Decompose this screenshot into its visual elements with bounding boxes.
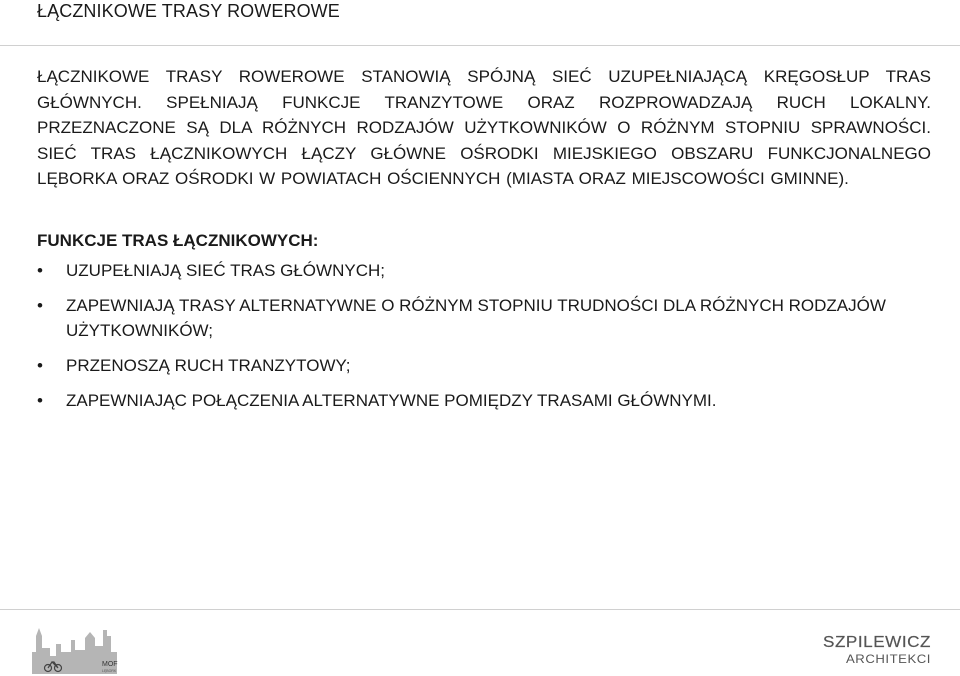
- list-item: [37, 293, 931, 343]
- logo-line1: SZPILEWICZ: [823, 634, 931, 651]
- list-item: [37, 353, 931, 378]
- bullet-icon: •: [37, 391, 43, 410]
- footer-divider: [0, 609, 960, 610]
- functions-heading: FUNKCJE TRAS ŁĄCZNIKOWYCH:: [37, 231, 319, 250]
- mof-logo-subtext: LĘBORK: [102, 669, 117, 673]
- szpilewicz-architekci-logo: [822, 630, 934, 668]
- bullet-icon: •: [37, 261, 43, 280]
- list-item-text: ZAPEWNIAJĄ TRASY ALTERNATYWNE O RÓŻNYM STOPNIU TRUDNOŚCI DLA RÓŻNYCH RODZAJÓW UŻYTKOWNIKÓW;: [66, 296, 886, 340]
- header-divider: [0, 45, 960, 46]
- logo-line2: ARCHITEKCI: [846, 652, 931, 666]
- list-item: [37, 388, 931, 413]
- bullet-icon: •: [37, 356, 43, 375]
- intro-paragraph: ŁĄCZNIKOWE TRASY ROWEROWE STANOWIĄ SPÓJNĄ SIEĆ UZUPEŁNIAJĄCĄ KRĘGOSŁUP TRAS GŁÓWNYCH. SPEŁNIAJĄ FUNKCJE TRANZYTOWE ORAZ ROZPROWADZAJĄ RUCH LOKALNY. PRZEZNACZONE SĄ DLA RÓŻNYCH RODZAJÓW UŻYTKOWNIKÓW O RÓŻNYM STOPNIU SPRAWNOŚCI. SIEĆ TRAS ŁĄCZNIKOWYCH ŁĄCZY GŁÓWNE OŚRODKI MIEJSKIEGO OBSZARU FUNKCJONALNEGO LĘBORKA ORAZ OŚRODKI W POWIATACH OŚCIENNYCH (MIASTA ORAZ MIEJSCOWOŚCI GMINNE).: [37, 67, 931, 188]
- mof-lebork-logo: [28, 622, 128, 674]
- mof-logo-text: MOF: [102, 661, 118, 668]
- page-title: ŁĄCZNIKOWE TRASY ROWEROWE: [37, 1, 340, 21]
- bullet-icon: •: [37, 296, 43, 315]
- functions-list: [37, 258, 931, 423]
- list-item-text: ZAPEWNIAJĄC POŁĄCZENIA ALTERNATYWNE POMIĘDZY TRASAMI GŁÓWNYMI.: [66, 391, 717, 410]
- list-item-text: PRZENOSZĄ RUCH TRANZYTOWY;: [66, 356, 351, 375]
- list-item-text: UZUPEŁNIAJĄ SIEĆ TRAS GŁÓWNYCH;: [66, 261, 385, 280]
- list-item: [37, 258, 931, 283]
